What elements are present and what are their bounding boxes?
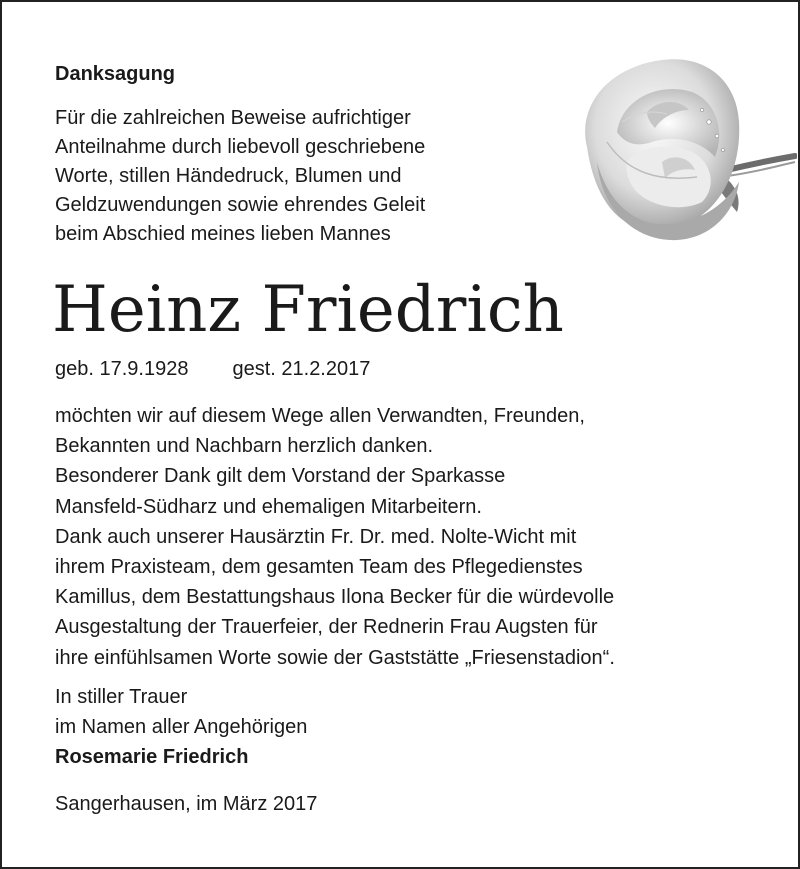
notice-heading: Danksagung xyxy=(55,63,176,85)
thanks-line: Mansfeld-Südharz und ehemaligen Mitarbeitern. xyxy=(55,495,482,518)
thanks-paragraph xyxy=(55,401,755,673)
intro-line: Für die zahlreichen Beweise aufrichtiger xyxy=(55,107,411,129)
white-rose-icon xyxy=(567,52,797,267)
signature-block xyxy=(55,682,307,772)
thanks-line: Dank auch unserer Hausärztin Fr. Dr. med. Nolte-Wicht mit xyxy=(55,525,577,548)
birth-date: geb. 17.9.1928 xyxy=(55,358,189,380)
death-date: gest. 21.2.2017 xyxy=(232,358,371,380)
life-dates xyxy=(55,355,370,383)
place-and-date: Sangerhausen, im März 2017 xyxy=(55,793,318,815)
mourning-line: In stiller Trauer xyxy=(55,686,188,708)
relatives-line: im Namen aller Angehörigen xyxy=(55,716,308,738)
thanks-line: Kamillus, dem Bestattungshaus Ilona Becker für die würdevolle xyxy=(55,586,615,609)
intro-line: Geldzuwendungen sowie ehrendes Geleit xyxy=(55,194,426,216)
thanks-line: Bekannten und Nachbarn herzlich danken. xyxy=(55,435,434,458)
intro-line: Anteilnahme durch liebevoll geschriebene xyxy=(55,136,426,158)
thanks-line: ihre einfühlsamen Worte sowie der Gaststätte „Friesenstadion“. xyxy=(55,646,615,669)
thanks-line: Ausgestaltung der Trauerfeier, der Rednerin Frau Augsten für xyxy=(55,616,598,639)
signer-name: Rosemarie Friedrich xyxy=(55,746,249,768)
thanks-line: ihrem Praxisteam, dem gesamten Team des Pflegedienstes xyxy=(55,556,583,579)
thanks-line: Besonderer Dank gilt dem Vorstand der Sparkasse xyxy=(55,465,506,488)
thanks-line: möchten wir auf diesem Wege allen Verwandten, Freunden, xyxy=(55,405,585,427)
intro-line: beim Abschied meines lieben Mannes xyxy=(55,223,391,245)
intro-line: Worte, stillen Händedruck, Blumen und xyxy=(55,165,402,187)
intro-paragraph xyxy=(55,104,575,249)
deceased-name: Heinz Friedrich xyxy=(52,273,564,347)
